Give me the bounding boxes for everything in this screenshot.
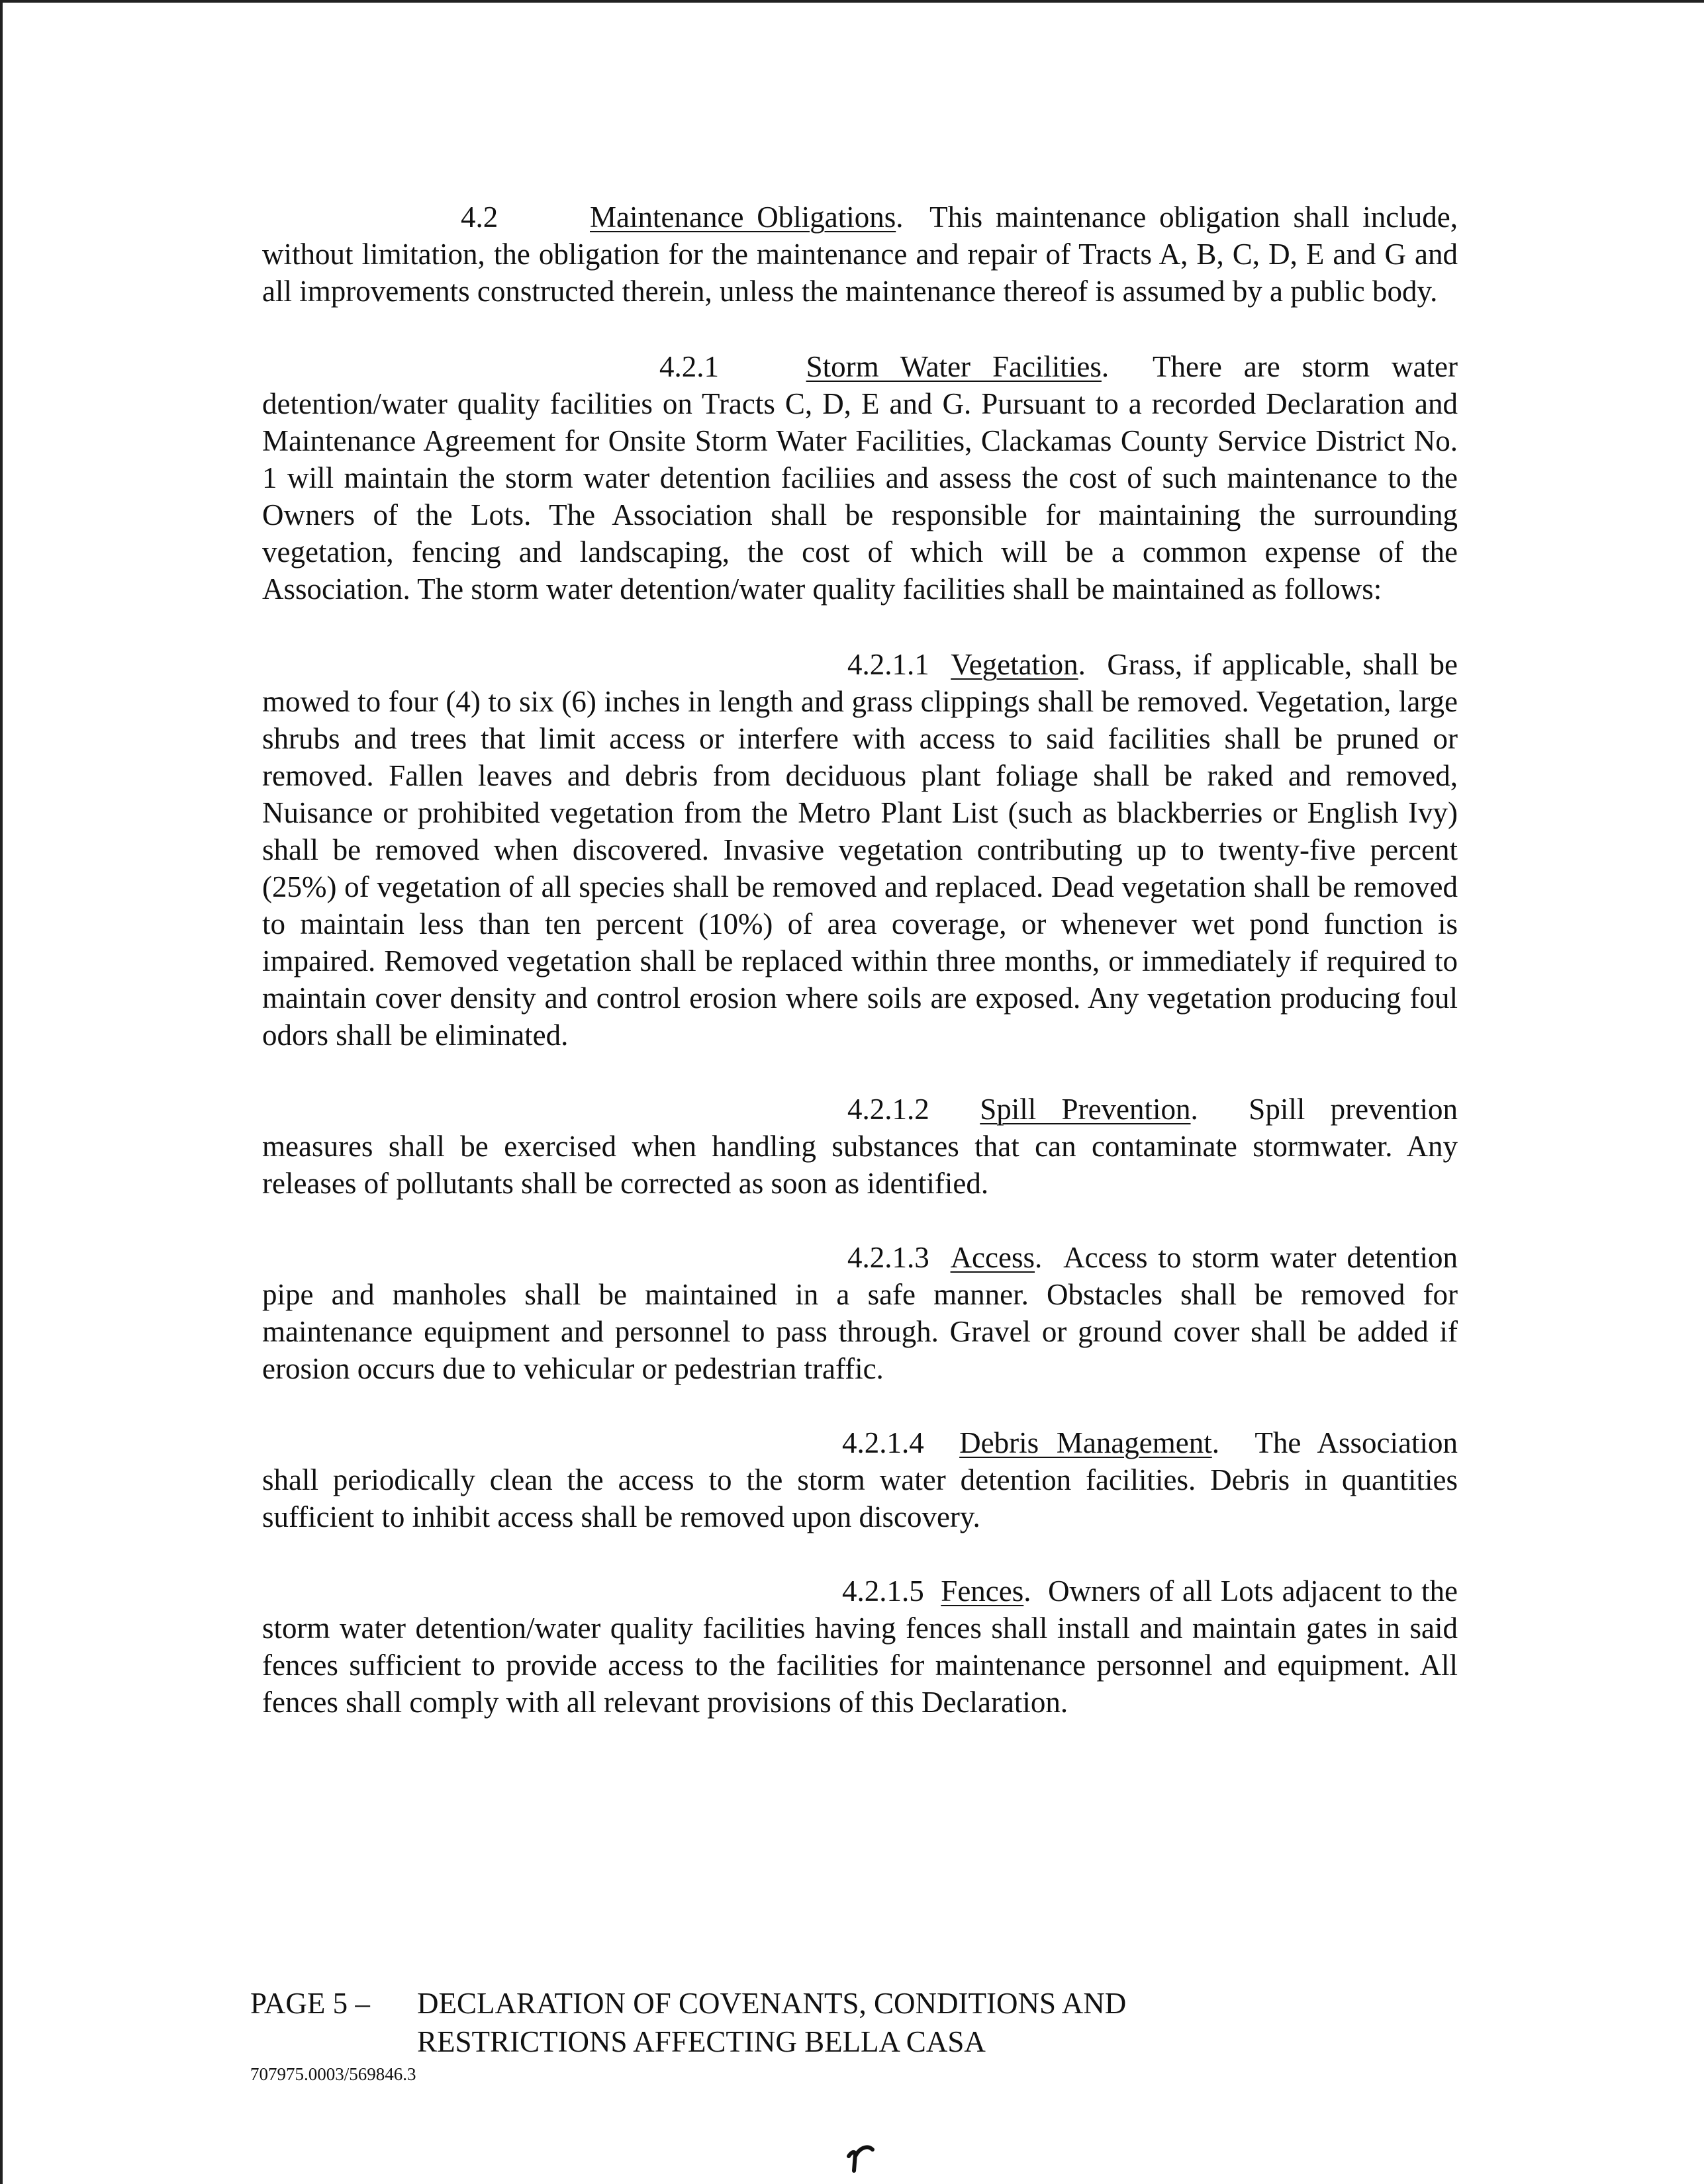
footer-line-2	[250, 2023, 1309, 2061]
section-heading: Storm Water Facilities	[806, 350, 1102, 383]
section-4-2-1: 4.2.1 Storm Water Facilities. There are storm water detention/water quality facilities on Tracts C, D, E and G. Pursuant to a recorded Declaration and Maintenance Agreement for Onsite Storm Water Facilities, Clackamas County Service District No. 1 will maintain the storm water detention faciliies and assess the cost of such maintenance to the Owners of the Lots. The Association shall be responsible for maintaining the surrounding vegetation, fencing and landscaping, the cost of which will be a common expense of the Association. The storm water detention/water quality facilities shall be maintained as follows:	[262, 348, 1458, 608]
footer-title-line-1: DECLARATION OF COVENANTS, CONDITIONS AND	[417, 1987, 1127, 2020]
section-4-2: 4.2 Maintenance Obligations. This maintenance obligation shall include, without limitation, the obligation for the maintenance and repair of Tracts A, B, C, D, E and G and all improvements constructed therein, unless the maintenance thereof is assumed by a public body.	[262, 199, 1458, 310]
section-number: 4.2	[461, 201, 498, 234]
footer-line-1	[250, 1984, 1309, 2023]
section-heading: Spill Prevention	[980, 1093, 1191, 1126]
document-body	[262, 199, 1458, 1721]
section-text: Grass, if applicable, shall be mowed to four (4) to six (6) inches in length and grass clippings shall be removed. Vegetation, large shrubs and trees that limit access or interfere with access to said facilities shall be pruned or removed. Fallen leaves and debris from deciduous plant foliage shall be raked and removed, Nuisance or prohibited vegetation from the Metro Plant List (such as blackberries or English Ivy) shall be removed when discovered. Invasive vegetation contributing up to twenty-five percent (25%) of vegetation of all species shall be removed and replaced. Dead vegetation shall be removed to maintain less than ten percent (10%) of area coverage, or whenever wet pond function is impaired. Removed vegetation shall be replaced within three months, or immediately if required to maintain cover density and control erosion where soils are exposed. Any vegetation producing foul odors shall be eliminated.	[262, 648, 1458, 1052]
section-number: 4.2.1.2	[847, 1093, 929, 1126]
section-number: 4.2.1.5	[842, 1574, 924, 1608]
section-number: 4.2.1	[659, 350, 719, 383]
section-heading: Vegetation	[951, 648, 1078, 681]
footer-title-line-2: RESTRICTIONS AFFECTING BELLA CASA	[417, 2025, 986, 2058]
page-label: PAGE 5 –	[250, 1987, 370, 2020]
section-4-2-1-5: 4.2.1.5 Fences. Owners of all Lots adjacent to the storm water detention/water quality facilities having fences shall install and maintain gates in said fences sufficient to provide access to the facilities for maintenance personnel and equipment. All fences shall comply with all relevant provisions of this Declaration.	[262, 1572, 1458, 1721]
section-4-2-1-2: 4.2.1.2 Spill Prevention. Spill prevention measures shall be exercised when handling substances that can contaminate stormwater. Any releases of pollutants shall be corrected as soon as identified.	[262, 1091, 1458, 1202]
section-heading: Debris Management	[959, 1426, 1212, 1459]
section-number: 4.2.1.1	[847, 648, 929, 681]
section-4-2-1-1: 4.2.1.1 Vegetation. Grass, if applicable, shall be mowed to four (4) to six (6) inches in length and grass clippings shall be removed. Vegetation, large shrubs and trees that limit access or interfere with access to said facilities shall be pruned or removed. Fallen leaves and debris from deciduous plant foliage shall be raked and removed, Nuisance or prohibited vegetation from the Metro Plant List (such as blackberries or English Ivy) shall be removed when discovered. Invasive vegetation contributing up to twenty-five percent (25%) of vegetation of all species shall be removed and replaced. Dead vegetation shall be removed to maintain less than ten percent (10%) of area coverage, or whenever wet pond function is impaired. Removed vegetation shall be replaced within three months, or immediately if required to maintain cover density and control erosion where soils are exposed. Any vegetation producing foul odors shall be eliminated.	[262, 646, 1458, 1054]
page-footer	[250, 1984, 1309, 2061]
section-text: Spill prevention measures shall be exercised when handling substances that can contaminate stormwater. Any releases of pollutants shall be corrected as soon as identified.	[262, 1093, 1458, 1200]
section-heading: Access	[950, 1241, 1035, 1274]
section-heading: Maintenance Obligations	[590, 201, 896, 234]
section-4-2-1-4: 4.2.1.4 Debris Management. The Association shall periodically clean the access to the storm water detention facilities. Debris in quantities sufficient to inhibit access shall be removed upon discovery.	[262, 1424, 1458, 1535]
page-edge-top	[0, 0, 1704, 3]
document-number: 707975.0003/569846.3	[250, 2064, 416, 2084]
section-number: 4.2.1.3	[847, 1241, 929, 1274]
section-number: 4.2.1.4	[842, 1426, 924, 1459]
section-text: There are storm water detention/water quality facilities on Tracts C, D, E and G. Pursuant to a recorded Declaration and Maintenance Agreement for Onsite Storm Water Facilities, Clackamas County Service District No. 1 will maintain the storm water detention faciliies and assess the cost of such maintenance to the Owners of the Lots. The Association shall be responsible for maintaining the surrounding vegetation, fencing and landscaping, the cost of which will be a common expense of the Association. The storm water detention/water quality facilities shall be maintained as follows:	[262, 350, 1458, 606]
section-text: Access to storm water detention pipe and manholes shall be maintained in a safe manner. Obstacles shall be removed for maintenance equipment and personnel to pass through. Gravel or ground cover shall be added if erosion occurs due to vehicular or pedestrian traffic.	[262, 1241, 1458, 1385]
page-edge-left	[0, 0, 3, 2184]
section-text: The Association shall periodically clean the access to the storm water detention facilities. Debris in quantities sufficient to inhibit access shall be removed upon discovery.	[262, 1426, 1458, 1533]
handwritten-initial-mark	[839, 2136, 879, 2176]
section-text: This maintenance obligation shall include, without limitation, the obligation for the maintenance and repair of Tracts A, B, C, D, E and G and all improvements constructed therein, unless the maintenance thereof is assumed by a public body.	[262, 201, 1458, 308]
section-heading: Fences	[941, 1574, 1024, 1608]
section-text: Owners of all Lots adjacent to the storm water detention/water quality facilities having fences shall install and maintain gates in said fences sufficient to provide access to the facilities for maintenance personnel and equipment. All fences shall comply with all relevant provisions of this Declaration.	[262, 1574, 1458, 1719]
section-4-2-1-3: 4.2.1.3 Access. Access to storm water detention pipe and manholes shall be maintained in a safe manner. Obstacles shall be removed for maintenance equipment and personnel to pass through. Gravel or ground cover shall be added if erosion occurs due to vehicular or pedestrian traffic.	[262, 1239, 1458, 1387]
